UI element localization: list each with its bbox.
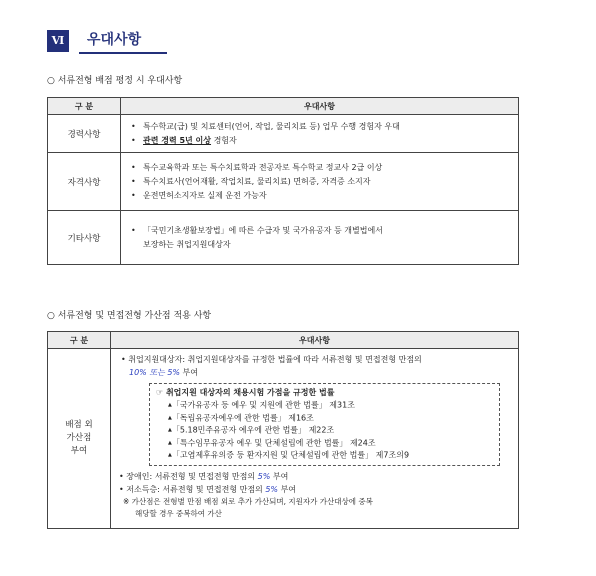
law-item: ▲「5.18민주유공자 예우에 관한 법률」 제22조 [168, 425, 335, 435]
law-item: ▲「고엽제후유의증 등 환자지원 및 단체설립에 관한 법률」 제7조의9 [168, 450, 410, 460]
line1-text: 취업지원대상자: 취업지원대상자를 규정한 법률에 따라 서류전형 및 면접전형 만점의 [128, 355, 422, 364]
section-title: 우대사항 [79, 30, 167, 54]
table1-header-category: 구 분 [48, 98, 121, 115]
cat-line: 부여 [70, 445, 88, 456]
low-income-line: • 저소득층: 서류전형 및 면접전형 만점의 5% 부여 [119, 484, 297, 494]
section-number: Ⅵ [47, 30, 69, 52]
subheading-1: ○ 서류전형 배점 평정 시 우대사항 [47, 76, 183, 86]
table2-content [111, 349, 519, 529]
table1-header-preference: 우대사항 [121, 98, 519, 115]
table1-cat-qualification: 자격사항 [48, 153, 121, 211]
employment-support-line: • 취업지원대상자: 취업지원대상자를 규정한 법률에 따라 서류전형 및 면접전형 만점의 [121, 355, 422, 364]
law-reference-box [149, 383, 500, 466]
section-heading [47, 30, 162, 56]
law-item: ▲「특수임무유공자 예우 및 단체설립에 관한 법률」 제24조 [168, 438, 376, 447]
table1-content-career [121, 115, 519, 153]
disabled-line: • 장애인: 서류전형 및 면접전형 만점의 5% 부여 [119, 471, 289, 481]
law-box-title: ☞ 취업지원 대상자의 채용시험 가점을 규정한 법률 [156, 388, 335, 397]
list-item [143, 134, 510, 148]
cat-line: 배점 외 [65, 419, 93, 430]
list-item-continuation: 보장하는 취업지원대상자 [143, 239, 231, 249]
list-item: • 특수학교(급) 및 치료센터(언어, 작업, 물리치료 등) 업무 수행 경험자 우대 [143, 120, 510, 134]
table1-cat-career: 경력사항 [48, 115, 121, 153]
list-item: • 「국민기초생활보장법」에 따른 수급자 및 국가유공자 등 개별법에서 [143, 224, 510, 238]
table1-content-qualification [121, 153, 519, 211]
list-item: • 특수교육학과 또는 특수치료학과 전공자로 특수학교 정교사 2급 이상 [143, 161, 510, 175]
subheading-2: ○ 서류전형 및 면접전형 가산점 적용 사항 [47, 311, 212, 321]
law-item: ▲「독립유공자예우에 관한 법률」 제16조 [168, 413, 314, 422]
table2-header-preference: 우대사항 [111, 332, 519, 349]
employment-support-line-cont [119, 366, 510, 379]
career-suffix: 경험자 [211, 135, 237, 145]
note-line-cont: 해당할 경우 중복하여 가산 [135, 508, 222, 518]
preference-table-1 [47, 97, 519, 265]
list-item: • 운전면허소지자로 실제 운전 가능자 [143, 189, 510, 203]
list-item: • 특수치료사(언어재활, 작업치료, 물리치료) 면허증, 자격증 소지자 [143, 175, 510, 189]
line1-percent: 10% 또는 5% [129, 368, 181, 377]
line1-end: 부여 [180, 368, 199, 377]
table2-header-category: 구 분 [48, 332, 111, 349]
table1-content-other [121, 211, 519, 265]
cat-line: 가산점 [66, 432, 92, 443]
note-line: ※ 가산점은 전형별 만점 배점 외로 추가 가산되며, 지원자가 가산대상에 중복 [123, 496, 373, 506]
table1-cat-other: 기타사항 [48, 211, 121, 265]
law-item: ▲「국가유공자 등 예우 및 지원에 관한 법률」 제31조 [168, 400, 355, 410]
table2-category [48, 349, 111, 529]
career-highlight: 관련 경력 5년 이상 [143, 135, 212, 145]
preference-table-2 [47, 331, 519, 529]
